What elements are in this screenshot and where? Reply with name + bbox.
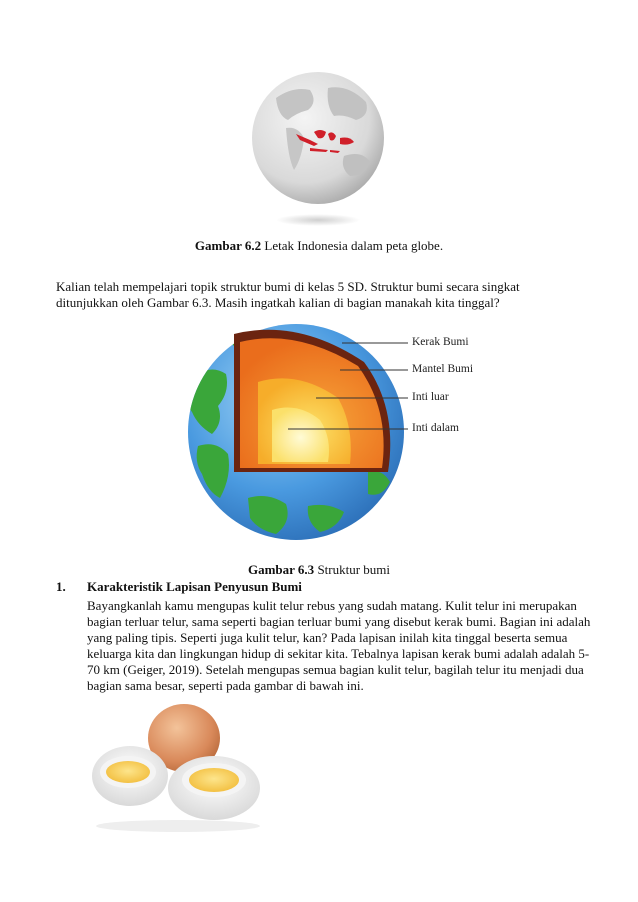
paragraph-line: Bayangkanlah kamu mengupas kulit telur rebus yang sudah matang. Kulit telur ini merupakan [87, 598, 577, 613]
paragraph-line: Kalian telah mempelajari topik struktur bumi di kelas 5 SD. Struktur bumi secara singkat [56, 279, 520, 294]
section-paragraph [87, 598, 597, 694]
section-title: Karakteristik Lapisan Penyusun Bumi [87, 579, 302, 594]
label-inner-core: Inti dalam [412, 422, 459, 434]
section-number: 1. [56, 579, 66, 594]
label-mantle: Mantel Bumi [412, 363, 474, 375]
paragraph-line: bagian sama besar, seperti pada gambar di bawah ini. [87, 678, 364, 693]
paragraph-line: bagian terluar telur, sama seperti bagian terluar bumi yang disebut kerak bumi. Bagian ini adalah [87, 614, 591, 629]
caption-label: Gambar 6.3 [247, 562, 315, 577]
caption-label: Gambar 6.2 [194, 238, 262, 253]
paragraph-line: ditunjukkan oleh Gambar 6.3. Masih ingatkah kalian di bagian manakah kita tinggal? [56, 295, 500, 310]
earth-structure-figure [168, 322, 488, 552]
egg-illustration [88, 700, 268, 835]
paragraph-line: yang paling tipis. Seperti juga kulit telur, kan? Pada lapisan inilah kita tinggal beserta semua [87, 630, 568, 645]
paragraph-line: 70 km (Geiger, 2019). Setelah mengupas semua bagian kulit telur, bagilah telur itu menjadi dua [87, 662, 584, 677]
section-heading [56, 579, 596, 595]
caption-text: Letak Indonesia dalam peta globe. [261, 238, 444, 253]
earth-cutaway-illustration [168, 322, 488, 552]
egg-figure [88, 700, 268, 835]
label-crust: Kerak Bumi [412, 336, 469, 348]
paragraph-line: keluarga kita dan lingkungan hidup di sekitar kita. Tebalnya lapisan kerak bumi adalah adalah 5- [87, 646, 590, 661]
caption-text: Struktur bumi [314, 562, 391, 577]
figure-caption [0, 562, 638, 578]
globe-illustration [248, 58, 388, 228]
figure-caption [0, 238, 638, 254]
intro-paragraph [56, 279, 596, 311]
globe-figure [248, 58, 388, 228]
label-outer-core: Inti luar [412, 391, 449, 403]
